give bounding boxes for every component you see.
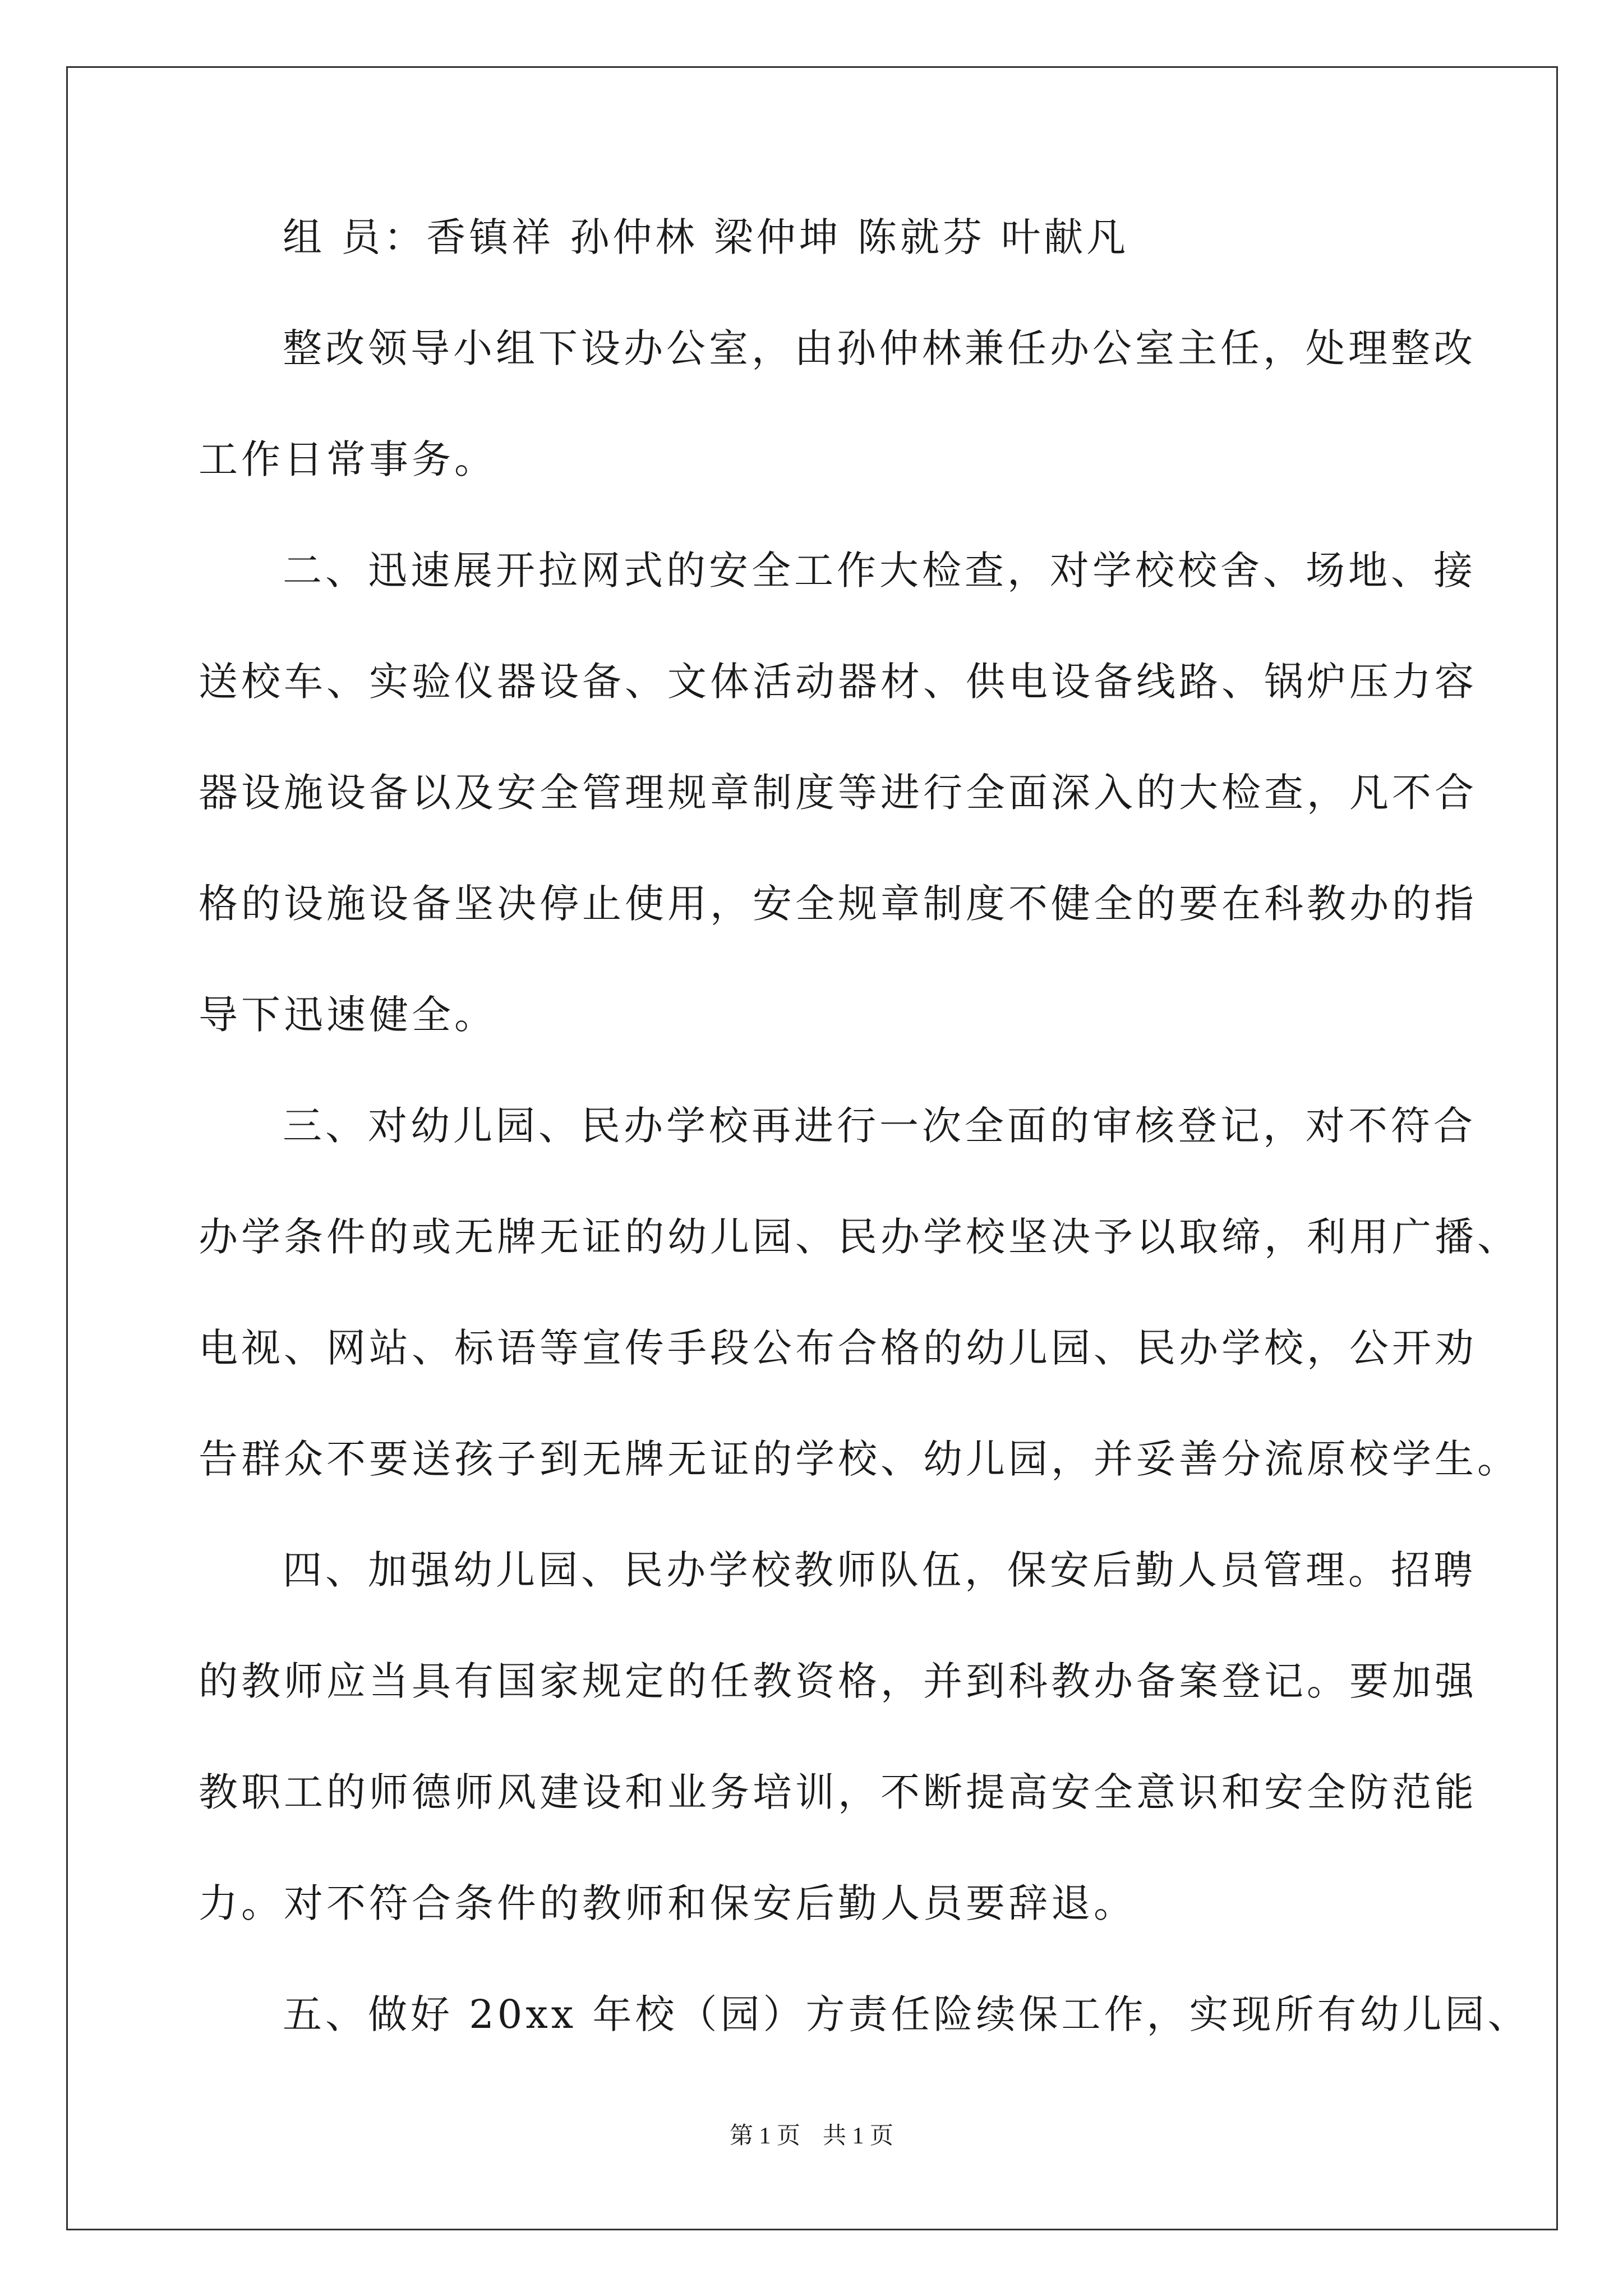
paragraph-line: 教职工的师德师风建设和业务培训，不断提高安全意识和安全防范能 — [199, 1769, 1477, 1815]
paragraph-line: 器设施设备以及安全管理规章制度等进行全面深入的大检查，凡不合 — [199, 770, 1477, 816]
page-number: 第 1 页 — [729, 2123, 800, 2149]
section-four-line: 四、加强幼儿园、民办学校教师队伍，保安后勤人员管理。招聘 — [283, 1547, 1476, 1593]
page-total: 共 1 页 — [823, 2123, 894, 2149]
paragraph-line: 力。对不符合条件的教师和保安后勤人员要辞退。 — [199, 1880, 1136, 1926]
paragraph-line: 送校车、实验仪器设备、文体活动器材、供电设备线路、锅炉压力容 — [199, 659, 1477, 705]
paragraph-line: 的教师应当具有国家规定的任教资格，并到科教办备案登记。要加强 — [199, 1658, 1477, 1704]
paragraph-line: 工作日常事务。 — [199, 436, 497, 482]
paragraph-line: 格的设施设备坚决停止使用，安全规章制度不健全的要在科教办的指 — [199, 881, 1477, 927]
section-two-line: 二、迅速展开拉网式的安全工作大检查，对学校校舍、场地、接 — [283, 547, 1476, 593]
paragraph-line: 告群众不要送孩子到无牌无证的学校、幼儿园，并妥善分流原校学生。 — [199, 1436, 1520, 1482]
paragraph-line: 电视、网站、标语等宣传手段公布合格的幼儿园、民办学校，公开劝 — [199, 1325, 1477, 1371]
paragraph-line: 办学条件的或无牌无证的幼儿园、民办学校坚决予以取缔，利用广播、 — [199, 1214, 1520, 1260]
paragraph-line: 导下迅速健全。 — [199, 992, 497, 1038]
paragraph-line: 整改领导小组下设办公室，由孙仲林兼任办公室主任，处理整改 — [283, 325, 1476, 371]
section-three-line: 三、对幼儿园、民办学校再进行一次全面的审核登记，对不符合 — [283, 1103, 1476, 1149]
section-five-line: 五、做好 20xx 年校（园）方责任险续保工作，实现所有幼儿园、 — [283, 1991, 1530, 2037]
group-members-line: 组 员：香镇祥 孙仲林 梁仲坤 陈就芬 叶献凡 — [283, 214, 1129, 260]
page-footer — [0, 2124, 1623, 2148]
